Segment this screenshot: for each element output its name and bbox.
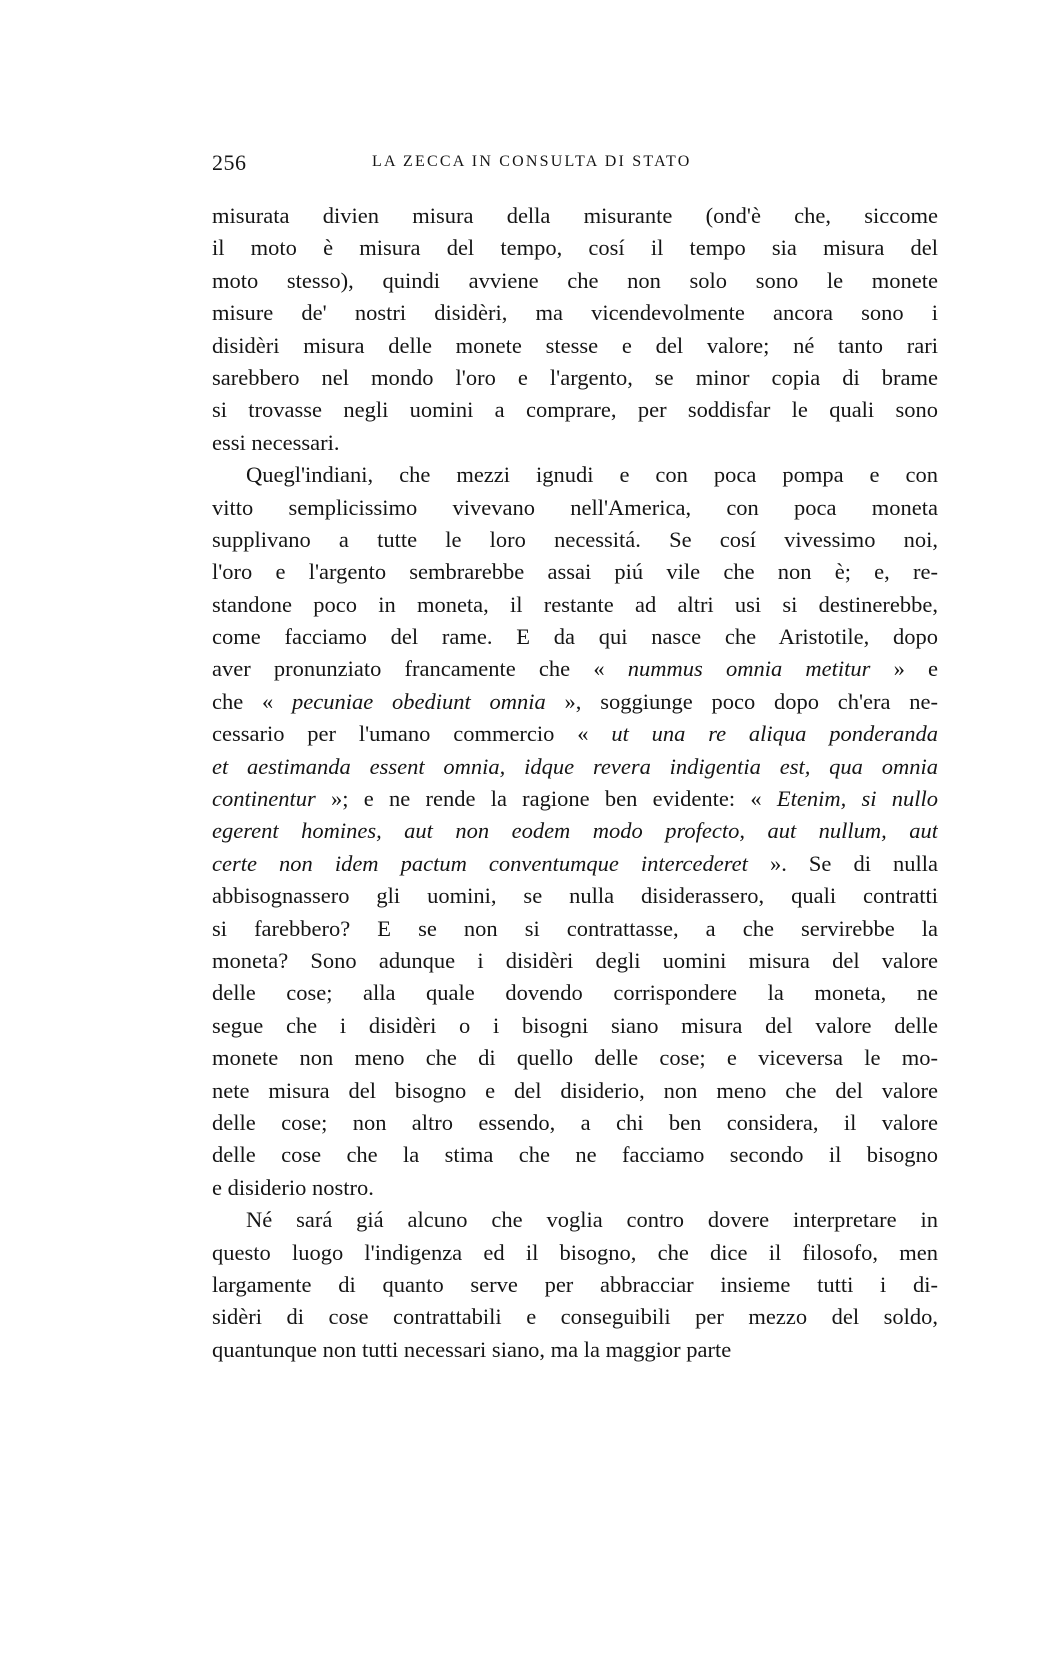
text-line [212,621,938,653]
text-run: Né sará giá alcuno che voglia contro dovere interpretare in [246,1207,938,1233]
text-line [212,1010,938,1042]
italic-quote: Etenim, si nullo [776,786,938,812]
text-line [212,1107,938,1139]
text-run: misure de' nostri disidèri, ma vicendevolmente ancora sono i [212,300,938,326]
text-run: vitto semplicissimo vivevano nell'America, con poca moneta [212,494,938,520]
text-run: » e [870,656,938,682]
text-line [212,556,938,588]
text-run: delle cose; alla quale dovendo corrispondere la moneta, ne [212,980,938,1006]
text-run: delle cose; non altro essendo, a chi ben considera, il valore [212,1109,938,1135]
text-line [212,362,938,394]
text-run: nete misura del bisogno e del disiderio, non meno che del valore [212,1077,938,1103]
text-line [212,394,938,426]
text-run: sidèri di cose contrattabili e conseguibili per mezzo del soldo, [212,1304,938,1330]
text-line [212,1301,938,1333]
italic-quote: continentur [212,786,316,812]
text-run: delle cose che la stima che ne facciamo secondo il bisogno [212,1142,938,1168]
text-line [212,1334,938,1366]
paragraph [212,1204,938,1366]
text-run: disidèri misura delle monete stesse e del valore; né tanto rari [212,332,938,358]
text-line [212,686,938,718]
text-line [212,459,938,491]
text-run: segue che i disidèri o i bisogni siano misura del valore delle [212,1012,938,1038]
text-run: monete non meno che di quello delle cose; e viceversa le mo- [212,1045,938,1071]
text-line [212,783,938,815]
text-line [212,653,938,685]
text-run: questo luogo l'indigenza ed il bisogno, che dice il filosofo, men [212,1239,938,1265]
text-line [212,848,938,880]
text-line [212,200,938,232]
text-line [212,492,938,524]
page-number: 256 [212,150,247,175]
text-line [212,1237,938,1269]
text-line [212,945,938,977]
text-line [212,1172,938,1204]
text-line [212,297,938,329]
text-line [212,1269,938,1301]
text-run: supplivano a tutte le loro necessitá. Se cosí vivessimo noi, [212,526,938,552]
text-run: », soggiunge poco dopo ch'era ne- [545,688,938,714]
text-run: cessario per l'umano commercio « [212,721,612,747]
italic-quote: nummus omnia metitur [627,656,871,682]
text-line [212,1042,938,1074]
running-title: LA ZECCA IN CONSULTA DI STATO [372,153,692,170]
text-line [212,751,938,783]
text-run: che « [212,688,293,714]
text-run: essi necessari. [212,429,340,455]
text-line [212,880,938,912]
text-line [212,589,938,621]
text-line [212,977,938,1009]
text-run: moneta? Sono adunque i disidèri degli uomini misura del valore [212,947,938,973]
text-run: si farebbero? E se non si contrattasse, a che servirebbe la [212,915,938,941]
paragraph [212,459,938,1204]
text-run: aver pronunziato francamente che « [212,656,628,682]
text-run: il moto è misura del tempo, cosí il tempo sia misura del [212,235,938,261]
page-header [212,150,938,180]
italic-quote: certe non idem pactum conventumque intercederet [212,850,748,876]
italic-quote: et aestimanda essent omnia, idque revera indigentia est, qua omnia [212,753,938,779]
text-run: standone poco in moneta, il restante ad altri usi si destinerebbe, [212,591,938,617]
italic-quote: pecuniae obediunt omnia [292,688,546,714]
text-run: abbisognassero gli uomini, se nulla disiderassero, quali contratti [212,883,938,909]
text-line [212,718,938,750]
text-line [212,524,938,556]
text-run: moto stesso), quindi avviene che non solo sono le monete [212,267,938,293]
text-run: misurata divien misura della misurante (ond'è che, siccome [212,203,938,228]
text-run: ». Se di nulla [747,850,938,876]
text-run: Quegl'indiani, che mezzi ignudi e con poca pompa e con [246,462,938,488]
text-line [212,265,938,297]
text-line [212,232,938,264]
text-line [212,330,938,362]
text-line [212,913,938,945]
text-line [212,815,938,847]
body-text [212,200,938,1366]
text-run: sarebbero nel mondo l'oro e l'argento, se minor copia di brame [212,364,938,390]
italic-quote: egerent homines, aut non eodem modo profecto, aut nullum, aut [212,818,938,844]
text-run: e disiderio nostro. [212,1174,374,1200]
paragraph [212,200,938,459]
text-line [212,1204,938,1236]
text-run: l'oro e l'argento sembrarebbe assai piú vile che non è; e, re- [212,559,938,585]
italic-quote: ut una re aliqua ponderanda [611,721,938,747]
text-run: si trovasse negli uomini a comprare, per soddisfar le quali sono [212,397,938,423]
text-line [212,427,938,459]
text-line [212,1139,938,1171]
text-run: quantunque non tutti necessari siano, ma la maggior parte [212,1336,732,1362]
text-line [212,1075,938,1107]
text-run: »; e ne rende la ragione ben evidente: « [315,786,777,812]
text-run: largamente di quanto serve per abbracciar insieme tutti i di- [212,1271,938,1297]
text-run: come facciamo del rame. E da qui nasce che Aristotile, dopo [212,624,938,650]
